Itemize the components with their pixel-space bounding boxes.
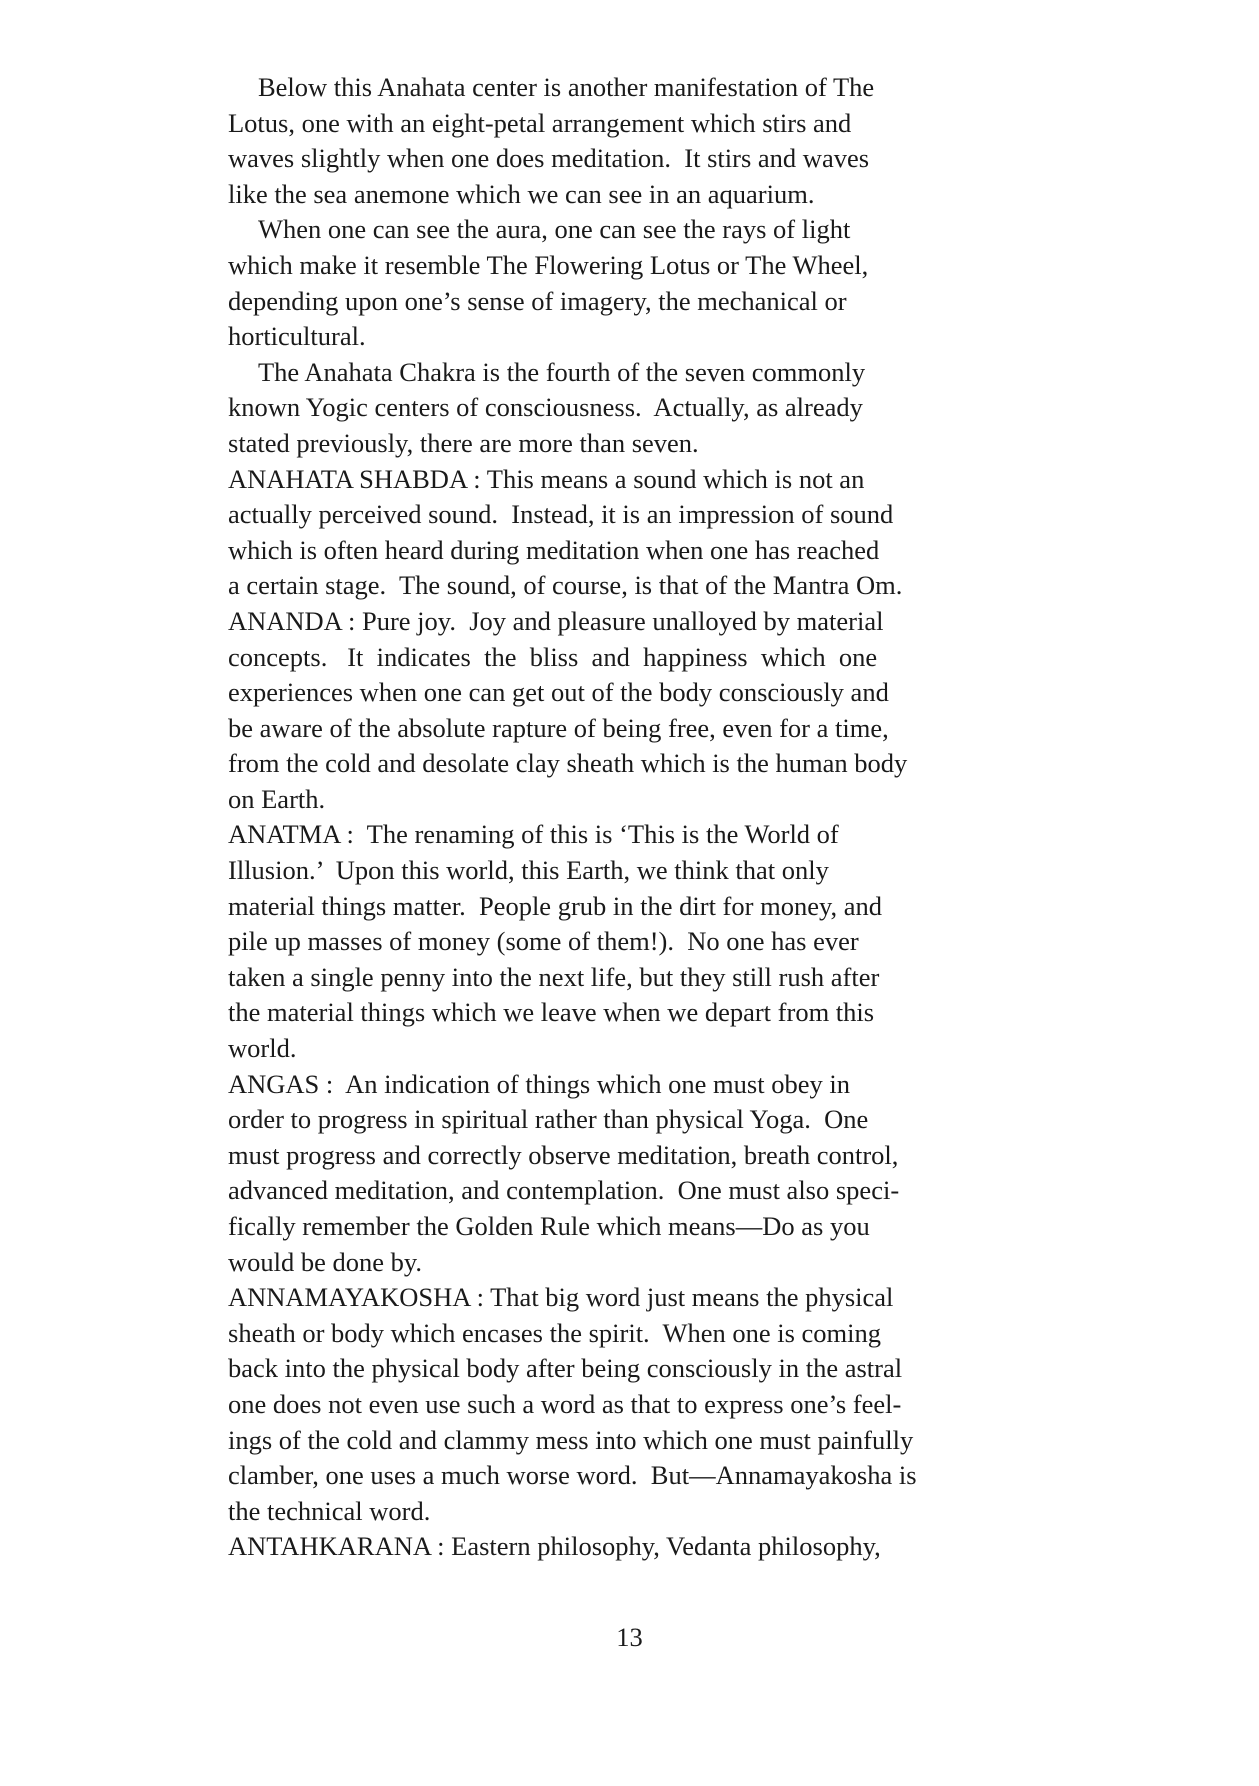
text-line: world. [228, 1033, 297, 1064]
paragraph [228, 70, 1048, 212]
text-line: ANTAHKARANA : Eastern philosophy, Vedanta philosophy, [228, 1531, 881, 1562]
text-line: depending upon one’s sense of imagery, the mechanical or [228, 285, 847, 316]
paragraph [228, 604, 1048, 818]
text-line: back into the physical body after being consciously in the astral [228, 1353, 903, 1384]
text-line: a certain stage. The sound, of course, is that of the Mantra Om. [228, 570, 903, 601]
text-line: ings of the cold and clammy mess into which one must painfully [228, 1424, 914, 1455]
text-line: ANANDA : Pure joy. Joy and pleasure unalloyed by material [228, 605, 884, 636]
page-number: 13 [616, 1622, 643, 1652]
paragraph [228, 1280, 1048, 1529]
text-line: on Earth. [228, 783, 326, 814]
text-line: ANAHATA SHABDA : This means a sound which is not an [228, 463, 865, 494]
text-line: sheath or body which encases the spirit. When one is coming [228, 1317, 882, 1348]
text-line: the material things which we leave when we depart from this [228, 997, 875, 1028]
paragraph [228, 212, 1048, 354]
text-line: ANATMA : The renaming of this is ‘This is the World of [228, 819, 839, 850]
text-line: concepts. It indicates the bliss and happiness which one [228, 641, 878, 672]
text-line: clamber, one uses a much worse word. But—Annamayakosha is [228, 1460, 917, 1491]
paragraph [228, 355, 1048, 462]
text-line: Illusion.’ Upon this world, this Earth, we think that only [228, 855, 829, 886]
text-line: material things matter. People grub in the dirt for money, and [228, 890, 882, 921]
text-line: ANGAS : An indication of things which one must obey in [228, 1068, 850, 1099]
text-line: taken a single penny into the next life, but they still rush after [228, 961, 880, 992]
text-line: known Yogic centers of consciousness. Actually, as already [228, 392, 863, 423]
text-line: from the cold and desolate clay sheath which is the human body [228, 748, 908, 779]
text-line: order to progress in spiritual rather than physical Yoga. One [228, 1104, 869, 1135]
body-text [228, 70, 1048, 1565]
text-line: the technical word. [228, 1495, 431, 1526]
paragraph [228, 1067, 1048, 1281]
paragraph [228, 462, 1048, 604]
text-line: one does not even use such a word as that to express one’s feel- [228, 1388, 902, 1419]
text-line: be aware of the absolute rapture of being free, even for a time, [228, 712, 889, 743]
text-line: would be done by. [228, 1246, 423, 1277]
text-line: which is often heard during meditation when one has reached [228, 534, 880, 565]
text-line: actually perceived sound. Instead, it is an impression of sound [228, 499, 894, 530]
text-line: like the sea anemone which we can see in an aquarium. [228, 178, 815, 209]
text-line: must progress and correctly observe meditation, breath control, [228, 1139, 899, 1170]
text-line: Below this Anahata center is another manifestation of The [258, 72, 875, 102]
text-line: horticultural. [228, 321, 366, 352]
text-line: fically remember the Golden Rule which means—Do as you [228, 1211, 870, 1241]
text-line: ANNAMAYAKOSHA : That big word just means the physical [228, 1282, 894, 1313]
text-line: waves slightly when one does meditation. It stirs and waves [228, 143, 870, 174]
text-line: advanced meditation, and contemplation. One must also speci- [228, 1175, 900, 1206]
text-line: Lotus, one with an eight-petal arrangement which stirs and [228, 107, 852, 138]
text-line: stated previously, there are more than seven. [228, 427, 699, 458]
paragraph [228, 1529, 1048, 1565]
text-line: The Anahata Chakra is the fourth of the seven commonly [258, 356, 866, 387]
text-line: experiences when one can get out of the body consciously and [228, 677, 889, 708]
paragraph [228, 817, 1048, 1066]
text-line: pile up masses of money (some of them!). No one has ever [228, 926, 859, 957]
text-line: which make it resemble The Flowering Lotus or The Wheel, [228, 249, 869, 280]
text-line: When one can see the aura, one can see the rays of light [258, 214, 851, 245]
